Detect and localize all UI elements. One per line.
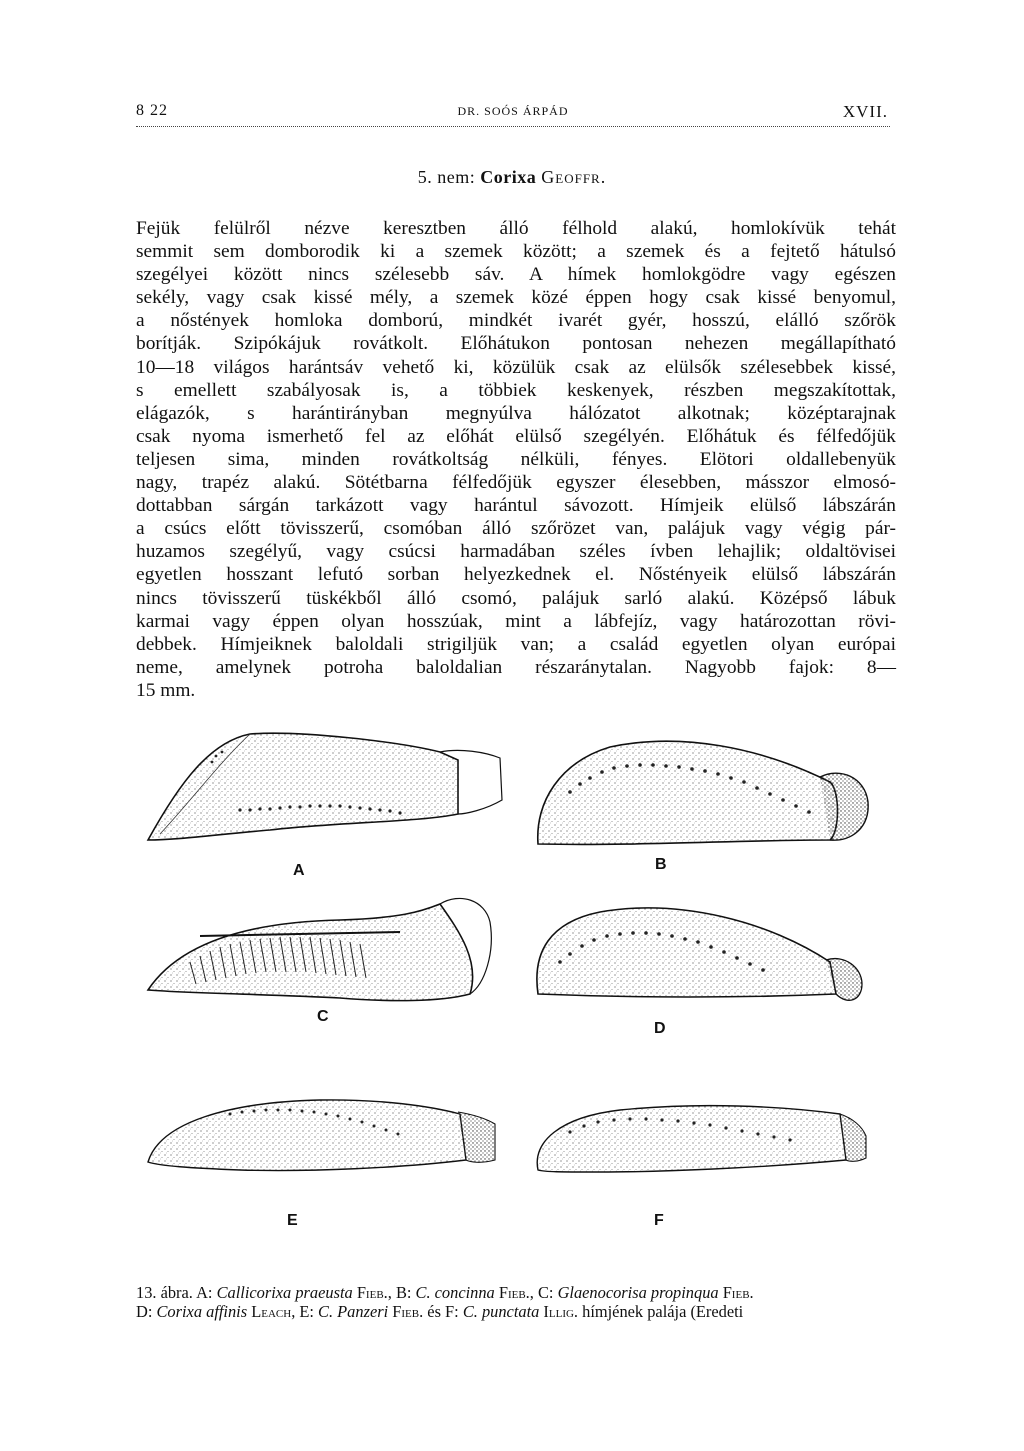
- figure-13: [140, 722, 900, 1242]
- body-line: huzamos szegélyű, vagy csúcsi harmadában széles ívben lehajlik; oldaltövisei: [136, 541, 896, 563]
- body-line: elágazók, s harántirányban megnyúlva hálózatot alkotnak; középtarajnak: [136, 402, 896, 424]
- caption-run: Glaenocorisa propinqua: [557, 1283, 719, 1302]
- caption-run: C. Panzeri: [318, 1302, 389, 1321]
- panel-d-drawing: [537, 908, 862, 1000]
- body-line: neme, amelynek potroha baloldalian részaránytalan. Nagyobb fajok: 8—: [136, 656, 896, 678]
- caption-run: Fieb.: [494, 1283, 530, 1302]
- caption-line-1: [136, 1283, 896, 1302]
- body-line: Fejük felülről nézve keresztben álló félhold alakú, homlokívük tehát: [136, 218, 896, 239]
- running-author: DR. SOÓS ÁRPÁD: [457, 104, 569, 118]
- body-line: nagy, trapéz alakú. Sötétbarna félfedőjük egyszer élesebben, másszor elmosó-: [136, 472, 896, 494]
- body-line: a csúcs előtt tövisszerű, csomóban álló szőrözet van, palájuk vagy végig pár-: [136, 518, 896, 540]
- body-line: szegélyei között nincs szélesebb sáv. A hímek homlokgödre vagy egészen: [136, 264, 896, 286]
- running-header: [136, 98, 890, 127]
- panel-label-c: C: [317, 1008, 329, 1025]
- caption-run: Corixa affinis: [156, 1302, 248, 1321]
- panel-b-drawing: [538, 741, 868, 844]
- body-line: borítják. Szipókájuk rovátkolt. Előhátukon pontosan nehezen megállapítható: [136, 333, 896, 355]
- panel-e-drawing: [148, 1100, 495, 1171]
- volume-number: XVII.: [842, 102, 888, 121]
- page-number: 8 22: [136, 102, 168, 119]
- section-prefix: 5. nem:: [417, 167, 481, 187]
- caption-run: hímjének palája (Eredeti: [578, 1302, 744, 1321]
- caption-run: Illig.: [539, 1302, 579, 1321]
- body-line: 10—18 világos harántsáv vehető ki, közülük csak az elülsők szélesebbek kissé,: [136, 356, 896, 378]
- caption-run: Callicorixa praeusta: [216, 1283, 353, 1302]
- body-paragraph: [136, 217, 896, 702]
- caption-run: , C:: [529, 1283, 558, 1302]
- body-line: a nőstények homloka domború, mindkét ivarét gyér, hosszú, elálló szőrök: [136, 310, 896, 332]
- panel-label-e: E: [287, 1212, 298, 1229]
- caption-run: C. punctata: [462, 1302, 540, 1321]
- caption-run: és F:: [423, 1302, 463, 1321]
- caption-line-2: [136, 1302, 896, 1321]
- body-line: sekély, vagy csak kissé mély, a szemek közé éppen hogy csak kissé benyomul,: [136, 287, 896, 309]
- section-title: [0, 167, 1024, 188]
- body-line: csak nyoma ismerhető fel az előhát elülső szegélyén. Előhátuk és félfedőjük: [136, 425, 896, 447]
- caption-run: Fieb.: [352, 1283, 388, 1302]
- caption-run: Fieb.: [718, 1283, 754, 1302]
- figure-caption: [136, 1283, 896, 1321]
- caption-run: D:: [136, 1302, 157, 1321]
- body-line: s emellett szabályosak is, a többiek keskenyek, részben megszakítottak,: [136, 379, 896, 401]
- body-line: 15 mm.: [136, 679, 196, 701]
- body-line: debbek. Hímjeiknek baloldali strigiljük van; a család egyetlen olyan európai: [136, 633, 896, 655]
- body-line: teljesen sima, minden rovátkoltság nélküli, fényes. Elötori oldallebenyük: [136, 448, 896, 470]
- figure-drawings: [140, 722, 900, 1242]
- panel-f-drawing: [537, 1106, 866, 1172]
- body-line: dottabban sárgán tarkázott vagy harántul sávozott. Hímjeik elülső lábszárán: [136, 495, 896, 517]
- panel-label-d: D: [654, 1020, 666, 1037]
- caption-run: 13. ábra. A:: [136, 1283, 217, 1302]
- panel-c-drawing: [148, 898, 491, 1000]
- body-line: karmai vagy éppen olyan hosszúak, mint a lábfejíz, vagy határozottan rövi-: [136, 610, 896, 632]
- caption-run: , B:: [387, 1283, 416, 1302]
- caption-run: C. concinna: [415, 1283, 495, 1302]
- genus-authority: Geoffr.: [541, 167, 607, 187]
- panel-label-b: B: [655, 856, 667, 873]
- caption-run: , E:: [291, 1302, 319, 1321]
- panel-a-drawing: [148, 733, 502, 840]
- caption-run: Leach: [247, 1302, 292, 1321]
- body-line: egyetlen hosszant lefutó sorban helyezkednek el. Nőstényeik elülső lábszárán: [136, 564, 896, 586]
- caption-run: Fieb.: [388, 1302, 424, 1321]
- genus-name: Corixa: [480, 167, 537, 187]
- body-line: semmit sem domborodik ki a szemek között; a szemek és a fejtető hátulsó: [136, 241, 896, 263]
- body-line: nincs tövisszerű tüskékből álló csomó, palájuk sarló alakú. Középső lábuk: [136, 587, 896, 609]
- panel-label-a: A: [293, 862, 305, 879]
- panel-label-f: F: [654, 1212, 664, 1229]
